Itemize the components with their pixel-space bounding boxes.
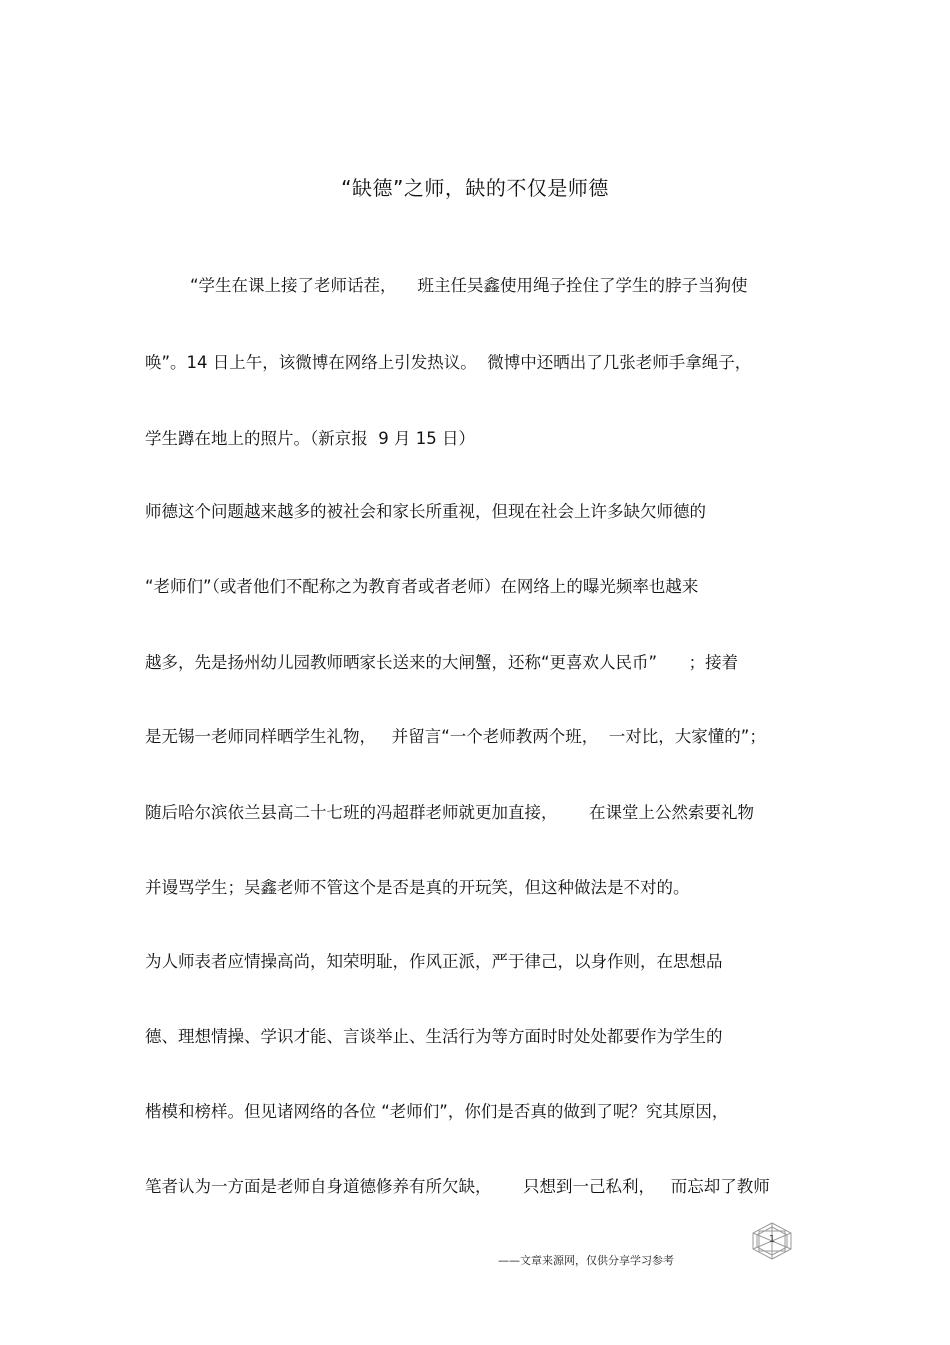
body-line: 楷模和榜样。但见诸网络的各位 “老师们”，你们是否真的做到了呢？究其原因， [145, 1102, 729, 1121]
body-line: “学生在课上接了老师话茬， 班主任吴鑫使用绳子拴住了学生的脖子当狗使 [190, 276, 748, 295]
body-line: 越多，先是扬州幼儿园教师晒家长送来的大闸蟹，还称“更喜欢人民币” ；接着 [145, 653, 739, 672]
footer-source-note: ——文章来源网，仅供分享学习参考 [498, 1254, 674, 1267]
document-title: “缺德”之师，缺的不仅是师德 [341, 176, 609, 200]
body-line: 师德这个问题越来越多的被社会和家长所重视，但现在社会上许多缺欠师德的 [145, 502, 706, 521]
page-number-badge [747, 1221, 797, 1261]
body-line: 并谩骂学生；吴鑫老师不管这个是否是真的开玩笑，但这种做法是不对的。 [145, 878, 690, 897]
body-line: 为人师表者应情操高尚，知荣明耻，作风正派，严于律己，以身作则，在思想品 [145, 952, 723, 971]
body-line: 笔者认为一方面是老师自身道德修养有所欠缺， 只想到一己私利， 而忘却了教师 [145, 1177, 770, 1196]
body-line: 唤”。14 日上午，该微博在网络上引发热议。 微博中还晒出了几张老师手拿绳子， [145, 353, 752, 372]
page-number: 1 [768, 1234, 776, 1245]
body-line: 是无锡一老师同样晒学生礼物， 并留言“一个老师教两个班， 一对比，大家懂的”； [145, 727, 766, 746]
body-line: 学生蹲在地上的照片。（新京报 9 月 15 日） [145, 429, 475, 448]
body-line: “老师们”（或者他们不配称之为教育者或者老师）在网络上的曝光频率也越来 [145, 577, 699, 596]
body-line: 随后哈尔滨依兰县高二十七班的冯超群老师就更加直接， 在课堂上公然索要礼物 [145, 803, 754, 822]
body-line: 德、理想情操、学识才能、言谈举止、生活行为等方面时时处处都要作为学生的 [145, 1027, 723, 1046]
